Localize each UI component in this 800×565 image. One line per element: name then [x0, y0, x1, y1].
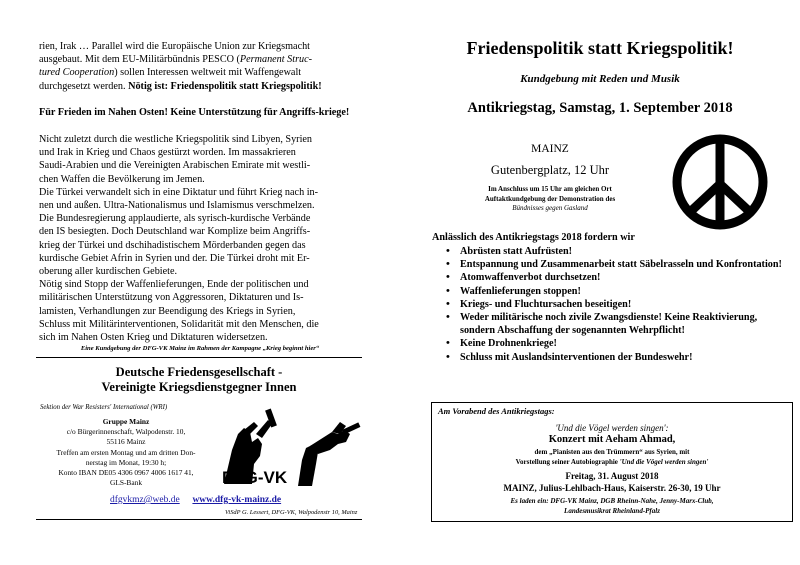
body-line: kurdische Gebiet Afrin in Syrien und der. Die Türkei droht mit Er-: [39, 252, 310, 264]
concert-description: [432, 448, 792, 467]
concert-title: Konzert mit Aeham Ahmad,: [548, 434, 676, 445]
address-line: c/o Bürgerinnenschaft, Walpodenstr. 10,: [66, 427, 186, 437]
pesco-term-b: tured Cooperation: [39, 67, 115, 79]
demand-item: • Abrüsten statt Aufrüsten!: [440, 245, 790, 258]
wri-section: Sektion der War Resisters' International (WRI): [40, 404, 168, 411]
demand-item: • Weder militärische noch zivile Zwangsdienste! Keine Reaktivierung, sondern Abschaffung der sogenannten Wehrpflicht!: [440, 311, 790, 337]
address-line: Konto IBAN DE05 4306 0967 4006 1617 41,: [58, 468, 194, 478]
invitation-line-2: Landesmusikrat Rheinland-Pfalz: [564, 506, 660, 515]
right-page: [400, 0, 800, 565]
invitation-line-1: Es laden ein: DFG-VK Mainz, DGB Rheinn-Nahe, Jenny-Marx-Club,: [510, 497, 714, 505]
demands-list: [440, 245, 790, 364]
website-link[interactable]: www.dfg-vk-mainz.de: [192, 495, 282, 505]
demands-intro: Anlässlich des Antikriegstags 2018 fordern wir: [432, 232, 635, 243]
body-line: militärischen Unterstützung von Aggressoren, Diktaturen und Is-: [39, 292, 304, 304]
body-line: Saudi-Arabien und die Vereinigten Arabischen Emirate mit westli-: [39, 160, 311, 172]
body-line: lamisten, Verhandlungen zur Beendigung des Kriegs in Syrien,: [39, 305, 296, 317]
followup-line-1: Im Anschluss um 15 Uhr am gleichen Ort: [488, 185, 612, 193]
demand-item: • Schluss mit Auslandsinterventionen der Bundeswehr!: [440, 351, 790, 364]
demand-item: • Waffenlieferungen stoppen!: [440, 285, 790, 298]
address-line: 55116 Mainz: [106, 437, 146, 447]
body-line: Die Türkei verwandelt sich in eine Diktatur und führt Krieg nach in-: [39, 186, 319, 198]
concert-desc-line-1: dem „Pianisten aus den Trümmern“ aus Syrien, mit: [534, 448, 690, 456]
concert-song: 'Und die Vögel werden singen':: [555, 423, 669, 433]
city: MAINZ: [531, 143, 569, 155]
intro-line-4: durchgesetzt werden. Nötig ist: Friedenspolitik statt Kriegspolitik!: [39, 80, 322, 92]
org-title-line-1: Deutsche Friedensgesellschaft -: [115, 365, 283, 379]
body-line: Schluss mit Militärinterventionen, Solidarität mit den Menschen, die: [39, 318, 319, 330]
contact-line: [110, 495, 281, 505]
body-line: oberung aller kurdischen Gebiete.: [39, 266, 178, 278]
peace-symbol-icon: [670, 132, 770, 232]
logo-text: DFG-VK: [222, 468, 288, 487]
body-line: chen Waffen die Bevölkerung im Jemen.: [39, 173, 205, 185]
body-line: sich im Nahen Osten Krieg und Diktaturen widersetzen.: [39, 332, 268, 344]
event-date: Antikriegstag, Samstag, 1. September 2018: [467, 100, 733, 116]
subtitle: Kundgebung mit Reden und Musik: [520, 73, 680, 85]
address-line: Treffen am ersten Montag und am dritten Don-: [56, 447, 196, 457]
org-title-line-2: Vereinigte Kriegsdienstgegner Innen: [101, 380, 297, 394]
venue: Gutenbergplatz, 12 Uhr: [490, 163, 610, 177]
followup-note: [440, 185, 660, 214]
body-line: und Irak in Krieg und Chaos gestürzt worden. Im massakrieren: [39, 147, 296, 159]
followup-line-3: Bündnisses gegen Gasland: [512, 204, 588, 212]
imprint: ViSdP G. Lessert, DFG-VK, Walpodenstr 10, Mainz: [225, 509, 358, 516]
address-line: nerstag im Monat, 19:30 h;: [85, 457, 167, 467]
demand-item: • Keine Drohnenkriege!: [440, 337, 790, 350]
address-line: GLS-Bank: [109, 478, 143, 488]
book-title: 'Und die Vögel werden singen': [619, 457, 709, 466]
demand-item: • Kriegs- und Fluchtursachen beseitigen!: [440, 298, 790, 311]
invitation: [432, 497, 792, 516]
body-line: Die Bundesregierung applaudierte, als syrisch-kurdische Verbände: [39, 213, 311, 225]
body-line: den IS besiegten. Doch Deutschland war Komplize beim Angriffs-: [39, 226, 311, 238]
demand-item: • Atomwaffenverbot durchsetzen!: [440, 271, 790, 284]
body-line: Nötig sind Stopp der Waffenlieferungen, Ende der politischen und: [39, 279, 309, 291]
email-link[interactable]: dfgvkmz@web.de: [110, 495, 180, 505]
divider-top: [36, 357, 362, 358]
page-title: Friedenspolitik statt Kriegspolitik!: [466, 38, 734, 58]
intro-line-1: rien, Irak … Parallel wird die Europäische Union zur Kriegsmacht: [39, 41, 311, 52]
concert-venue: MAINZ, Julius-Lehlbach-Haus, Kaiserstr. 26-30, 19 Uhr: [503, 483, 721, 493]
dfg-vk-logo: [214, 404, 364, 492]
followup-line-2: Auftaktkundgebung der Demonstration des: [484, 194, 616, 203]
intro-demand: Nötig ist: Friedenspolitik statt Kriegspolitik!: [128, 80, 322, 92]
org-title: [36, 365, 362, 395]
body-paragraph: [39, 133, 359, 344]
body-line: Nicht zuletzt durch die westliche Kriegspolitik sind Libyen, Syrien: [39, 134, 313, 145]
intro-line-3: tured Cooperation) sollen Interessen weltweit mit Waffengewalt: [39, 67, 302, 79]
divider-bottom: [36, 519, 362, 520]
evening-concert-box: [431, 402, 793, 522]
body-line: krieg der Türkei und dschihadistischem Mörderbanden gegen das: [39, 239, 306, 251]
concert-desc-line-2: Vorstellung seiner Autobiographie 'Und die Vögel werden singen': [515, 457, 709, 466]
concert-date: Freitag, 31. August 2018: [565, 471, 659, 481]
group-name: Gruppe Mainz: [102, 417, 150, 426]
campaign-note: Eine Kundgebung der DFG-VK Mainz im Rahmen der Kampagne „Krieg beginnt hier“: [80, 345, 320, 352]
intro-line-2: ausgebaut. Mit dem EU-Militärbündnis PESCO (Permanent Struc-: [39, 54, 313, 66]
body-line: nen und außen. Ultra-Nationalismus und Islamismus verschmelzen.: [39, 200, 315, 212]
intro-paragraph: [39, 40, 359, 93]
address-block: [40, 417, 212, 488]
pesco-term-a: Permanent Struc-: [239, 54, 313, 66]
section-heading: Für Frieden im Nahen Osten! Keine Unterstützung für Angriffs-kriege!: [39, 107, 350, 118]
evening-label: Am Vorabend des Antikriegstags:: [438, 406, 555, 416]
demand-item: • Entspannung und Zusammenarbeit statt Säbelrasseln und Konfrontation!: [440, 258, 790, 271]
